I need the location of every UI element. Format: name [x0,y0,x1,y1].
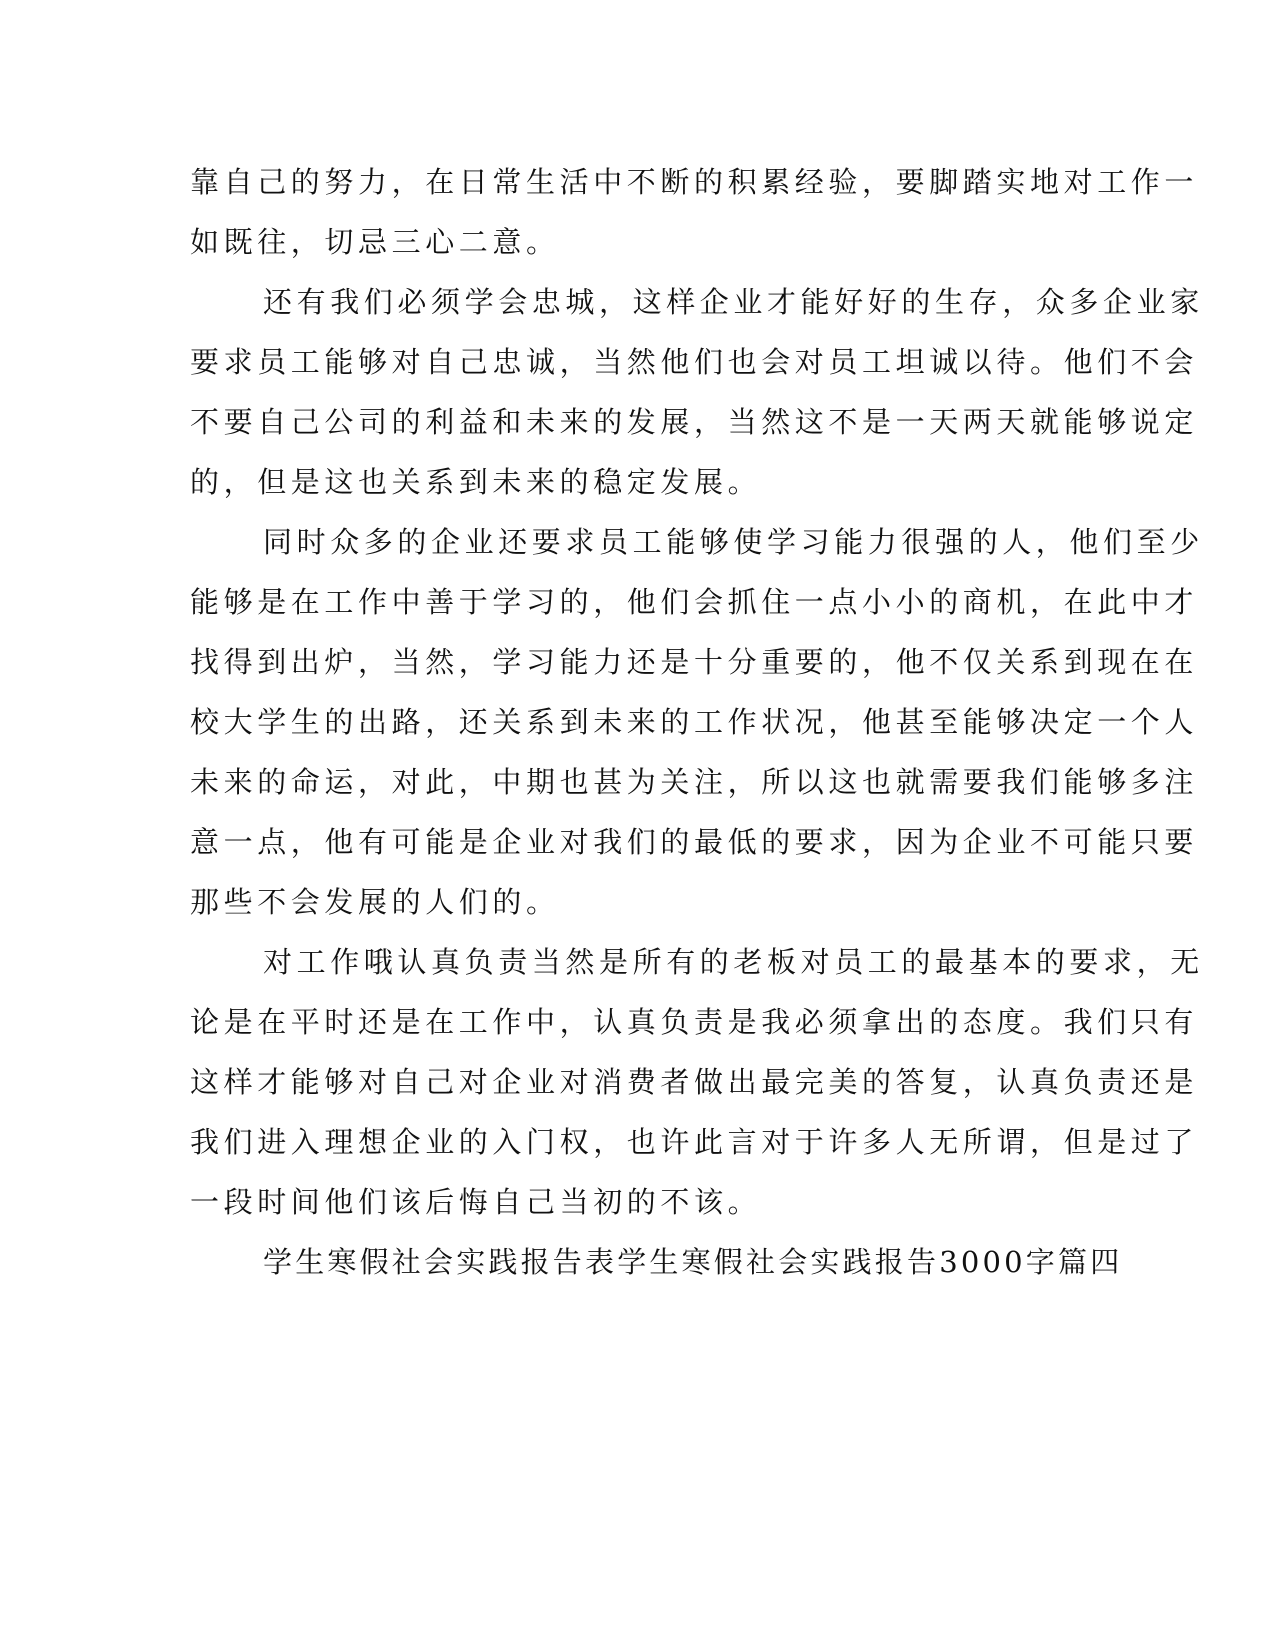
text-line: 还有我们必须学会忠城，这样企业才能好好的生存，众多企业家 [263,285,1204,319]
text-line: 未来的命运，对此，中期也甚为关注，所以这也就需要我们能够多注 [190,765,1199,799]
text-line: 同时众多的企业还要求员工能够使学习能力很强的人，他们至少 [263,525,1204,559]
text-line: 对工作哦认真负责当然是所有的老板对员工的最基本的要求，无 [263,945,1204,979]
text-line: 能够是在工作中善于学习的，他们会抓住一点小小的商机，在此中才 [190,585,1199,619]
text-line: 那些不会发展的人们的。 [190,885,560,919]
text-line: 靠自己的努力，在日常生活中不断的积累经验，要脚踏实地对工作一 [190,165,1199,199]
text-line: 论是在平时还是在工作中，认真负责是我必须拿出的态度。我们只有 [190,1005,1199,1039]
text-line: 我们进入理想企业的入门权，也许此言对于许多人无所谓，但是过了 [190,1125,1199,1159]
text-line: 这样才能够对自己对企业对消费者做出最完美的答复，认真负责还是 [190,1065,1199,1099]
text-line: 意一点，他有可能是企业对我们的最低的要求，因为企业不可能只要 [190,825,1199,859]
text-line: 找得到出炉，当然，学习能力还是十分重要的，他不仅关系到现在在 [190,645,1199,679]
text-line: 不要自己公司的利益和未来的发展，当然这不是一天两天就能够说定 [190,405,1199,439]
section-heading: 学生寒假社会实践报告表学生寒假社会实践报告3000字篇四 [263,1245,1123,1279]
text-line: 如既往，切忌三心二意。 [190,225,560,259]
text-line: 的，但是这也关系到未来的稳定发展。 [190,465,762,499]
text-line: 要求员工能够对自己忠诚，当然他们也会对员工坦诚以待。他们不会 [190,345,1199,379]
text-line: 校大学生的出路，还关系到未来的工作状况，他甚至能够决定一个人 [190,705,1199,739]
text-line: 一段时间他们该后悔自己当初的不该。 [190,1185,762,1219]
